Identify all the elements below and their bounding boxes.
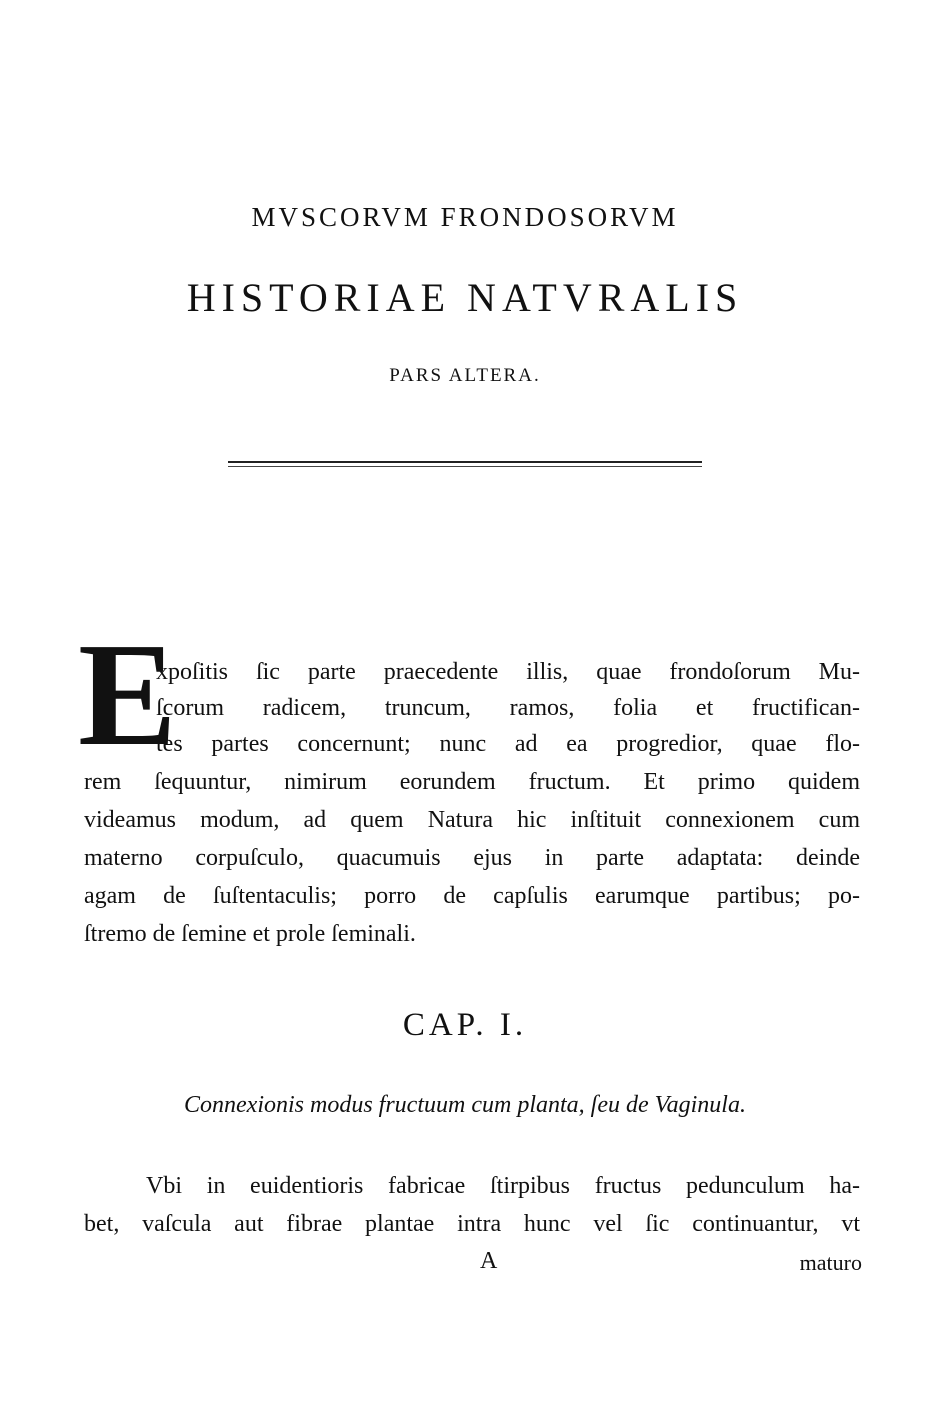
title-line-1: MVSCORVM FRONDOSORVM	[251, 202, 679, 232]
catchword: maturo	[799, 1250, 862, 1275]
divider-rule	[228, 461, 702, 463]
chapter-line: bet, vaſcula aut fibrae plantae intra hunc vel ſic continuantur, vt	[84, 1211, 860, 1237]
intro-line: rem ſequuntur, nimirum eorundem fructum. Et primo quidem	[84, 769, 860, 795]
intro-line: videamus modum, ad quem Natura hic inſtituit connexionem cum	[84, 807, 860, 833]
chapter-heading: CAP. I.	[402, 1007, 528, 1043]
drop-cap-initial: E	[78, 613, 177, 777]
intro-line: xpoſitis ſic parte praecedente illis, quae frondoſorum Mu-	[156, 659, 860, 685]
intro-line: agam de ſuſtentaculis; porro de capſulis earumque partibus; po-	[84, 883, 860, 909]
signature-mark: A	[480, 1248, 498, 1274]
divider-rule-thin	[228, 466, 702, 467]
intro-line: ſcorum radicem, truncum, ramos, folia et fructifican-	[156, 695, 860, 721]
intro-line: ſtremo de ſemine et prole ſeminali.	[84, 921, 416, 947]
chapter-line: Vbi in euidentioris fabricae ſtirpibus fructus pedunculum ha-	[146, 1173, 860, 1199]
intro-line: tes partes concernunt; nunc ad ea progredior, quae flo-	[156, 731, 860, 757]
title-line-3: PARS ALTERA.	[389, 365, 541, 386]
intro-line: materno corpuſculo, quacumuis ejus in parte adaptata: deinde	[84, 845, 860, 871]
title-line-2: HISTORIAE NATVRALIS	[186, 275, 744, 320]
chapter-subtitle: Connexionis modus fructuum cum planta, ſeu de Vaginula.	[184, 1092, 746, 1118]
